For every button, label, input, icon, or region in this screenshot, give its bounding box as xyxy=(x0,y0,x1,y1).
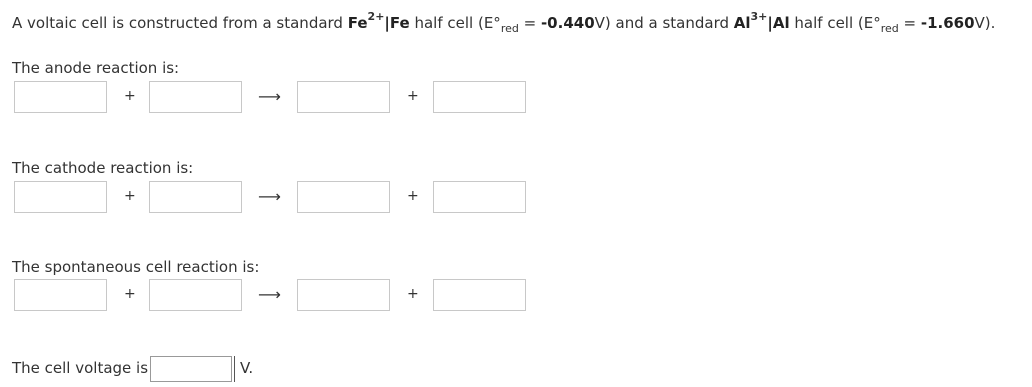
reaction-arrow-icon: ⟶ xyxy=(258,87,281,106)
cell-reaction-label: The spontaneous cell reaction is: xyxy=(12,258,260,276)
cell-reactant-1-input[interactable] xyxy=(14,279,107,311)
cell-voltage-input[interactable] xyxy=(150,356,232,382)
plus-sign: + xyxy=(124,88,136,104)
anode-label: The anode reaction is: xyxy=(12,59,180,77)
anode-product-1-input[interactable] xyxy=(297,81,390,113)
fe-ion: Fe xyxy=(347,14,368,32)
cell-reactant-2-input[interactable] xyxy=(149,279,242,311)
cathode-reactant-1-input[interactable] xyxy=(14,181,107,213)
anode-reactant-1-input[interactable] xyxy=(14,81,107,113)
cathode-product-1-input[interactable] xyxy=(297,181,390,213)
cathode-label: The cathode reaction is: xyxy=(12,159,194,177)
cell-voltage-label: The cell voltage is xyxy=(12,359,149,377)
cell-product-2-input[interactable] xyxy=(433,279,526,311)
cathode-product-2-input[interactable] xyxy=(433,181,526,213)
anode-reactant-2-input[interactable] xyxy=(149,81,242,113)
plus-sign: + xyxy=(407,286,419,302)
anode-product-2-input[interactable] xyxy=(433,81,526,113)
reaction-arrow-icon: ⟶ xyxy=(258,285,281,304)
plus-sign: + xyxy=(124,286,136,302)
question-text: A voltaic cell is constructed from a standard $Fe^{2+}|Fe$ half cell $(E^\circ_{red} = -0.440V)$ and a standard $Al^{3+}|Al$ half cell $(E^\circ_{red} = -1.660V)$. xyxy=(12,10,996,35)
al-ion: Al xyxy=(733,14,751,32)
cathode-reactant-2-input[interactable] xyxy=(149,181,242,213)
plus-sign: + xyxy=(124,188,136,204)
reaction-arrow-icon: ⟶ xyxy=(258,187,281,206)
divider xyxy=(234,356,235,382)
voltage-unit: V. xyxy=(240,359,254,377)
plus-sign: + xyxy=(407,88,419,104)
plus-sign: + xyxy=(407,188,419,204)
cell-product-1-input[interactable] xyxy=(297,279,390,311)
